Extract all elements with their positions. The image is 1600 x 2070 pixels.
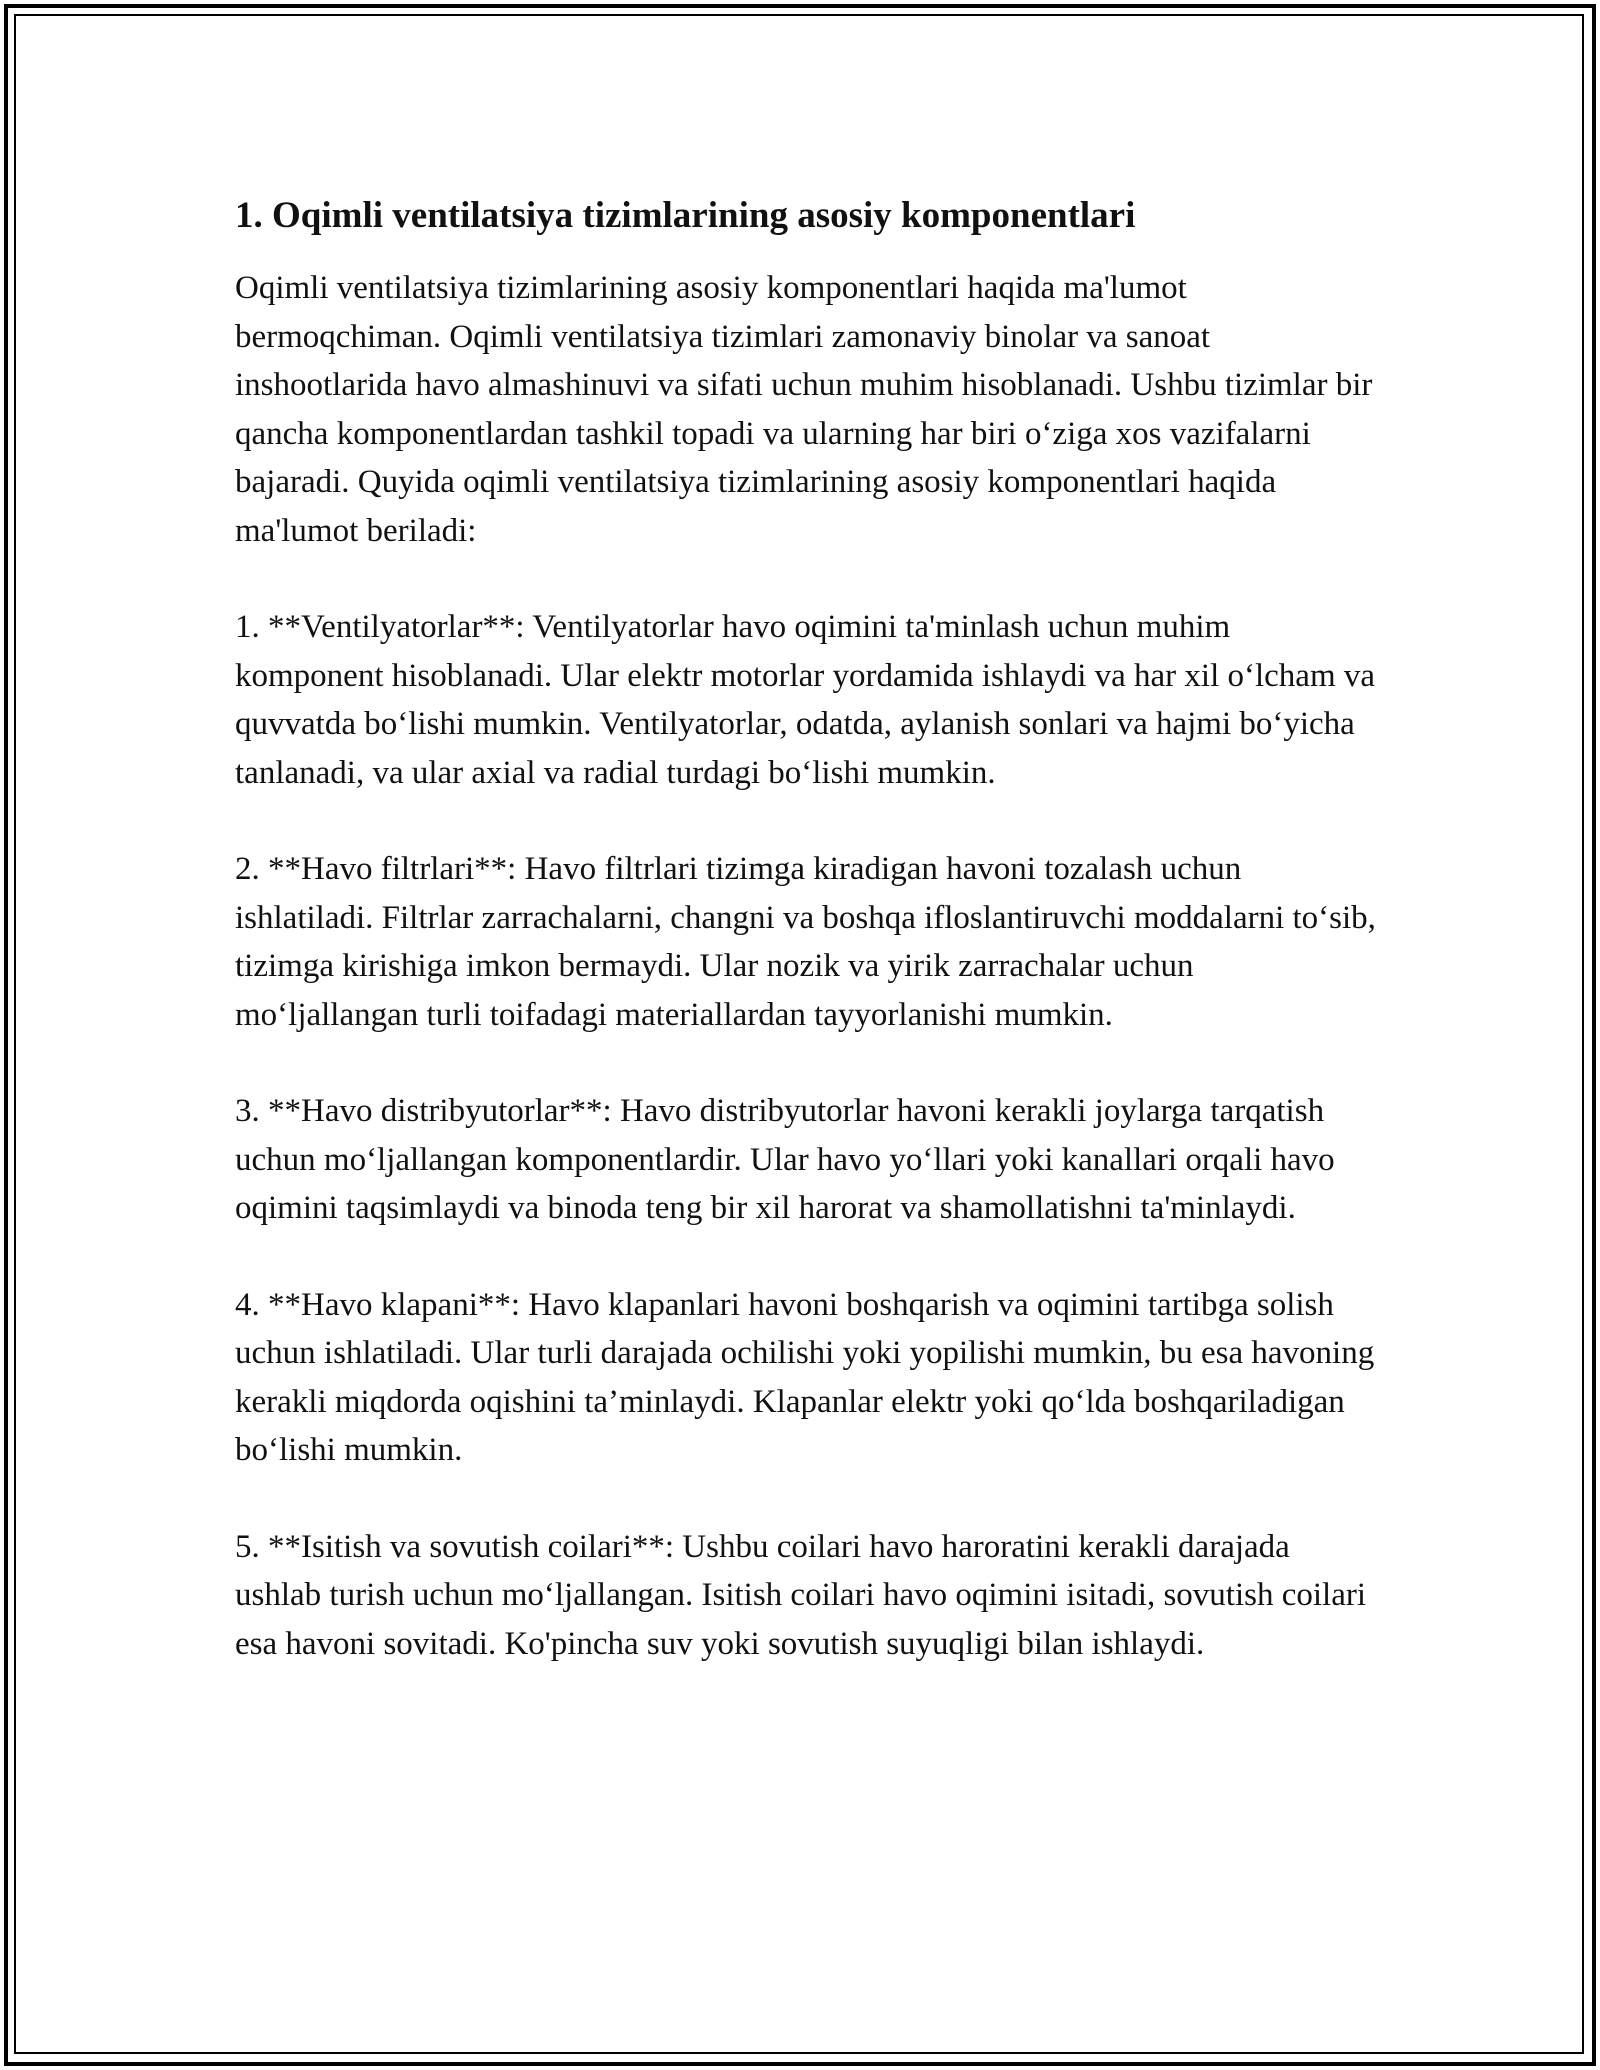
- item-havo-distribyutorlar: 3. **Havo distribyutorlar**: Havo distribyutorlar havoni kerakli joylarga tarqatish uchun mo‘ljallangan komponentlardir. Ular havo yo‘llari yoki kanallari orqali havo oqimini taqsimlaydi va binoda teng bir xil harorat va shamollatishni ta'minlaydi.: [235, 1093, 1335, 1226]
- section-heading: 1. Oqimli ventilatsiya tizimlarining asosiy komponentlari: [235, 195, 1136, 236]
- item-havo-klapani: 4. **Havo klapani**: Havo klapanlari havoni boshqarish va oqimini tartibga solish uchun ishlatiladi. Ular turli darajada ochilishi yoki yopilishi mumkin, bu esa havoning kerakli miqdorda oqishini ta’minlaydi. Klapanlar elektr yoki qo‘lda boshqariladigan bo‘lishi mumkin.: [235, 1286, 1375, 1468]
- document-body: [235, 188, 1380, 1716]
- item-ventilyatorlar: 1. **Ventilyatorlar**: Ventilyatorlar havo oqimini ta'minlash uchun muhim komponent hisoblanadi. Ular elektr motorlar yordamida ishlaydi va har xil o‘lcham va quvvatda bo‘lishi mumkin. Ventilyatorlar, odatda, aylanish sonlari va hajmi bo‘yicha tanlanadi, va ular axial va radial turdagi bo‘lishi mumkin.: [235, 609, 1376, 791]
- item-isitish-sovutish-coilari: 5. **Isitish va sovutish coilari**: Ushbu coilari havo haroratini kerakli darajada ushlab turish uchun mo‘ljallangan. Isitish coilari havo oqimini isitadi, sovutish coilari esa havoni sovitadi. Ko'pincha suv yoki sovutish suyuqligi bilan ishlaydi.: [235, 1528, 1367, 1662]
- item-havo-filtrlari: 2. **Havo filtrlari**: Havo filtrlari tizimga kiradigan havoni tozalash uchun ishlatiladi. Filtrlar zarrachalarni, changni va boshqa ifloslantiruvchi moddalarni to‘sib, tizimga kirishiga imkon bermaydi. Ular nozik va yirik zarrachalar uchun mo‘ljallangan turli toifadagi materiallardan tayyorlanishi mumkin.: [235, 851, 1376, 1033]
- intro-paragraph: Oqimli ventilatsiya tizimlarining asosiy komponentlari haqida ma'lumot bermoqchiman. Oqimli ventilatsiya tizimlari zamonaviy binolar va sanoat inshootlarida havo almashinuvi va sifati uchun muhim hisoblanadi. Ushbu tizimlar bir qancha komponentlardan tashkil topadi va ularning har biri o‘ziga xos vazifalarni bajaradi. Quyida oqimli ventilatsiya tizimlarining asosiy komponentlari haqida ma'lumot beriladi:: [235, 270, 1373, 549]
